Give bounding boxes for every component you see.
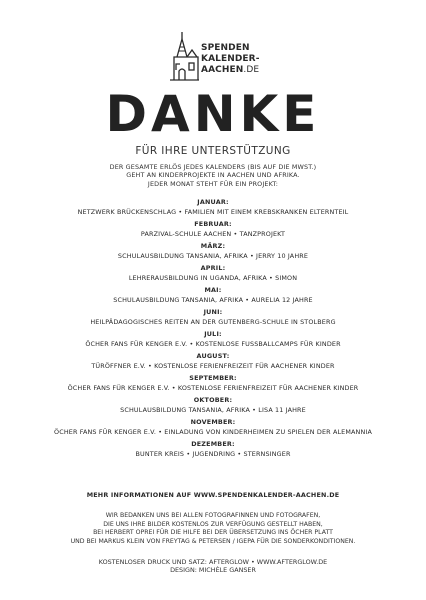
- monthly-projects-list: [0, 198, 426, 462]
- month-label: JUNI:: [203, 308, 223, 316]
- month-project: NETZWERK BRÜCKENSCHLAG • FAMILIEN MIT EINEM KREBSKRANKEN ELTERNTEIL: [77, 208, 349, 216]
- month-project: HEILPÄDAGOGISCHES REITEN AN DER GUTENBERG-SCHULE IN STOLBERG: [90, 318, 336, 326]
- intro-line: GEHT AN KINDERPROJEKTE IN AACHEN UND AFRIKA.: [126, 171, 300, 180]
- month-label: MAI:: [204, 286, 222, 294]
- month-project: TÜRÖFFNER E.V. • KOSTENLOSE FERIENFREIZEIT FÜR AACHENER KINDER: [91, 362, 335, 370]
- more-info-text: MEHR INFORMATIONEN AUF WWW.SPENDENKALENDER-AACHEN.DE: [86, 491, 340, 499]
- intro-line: JEDER MONAT STEHT FÜR EIN PROJEKT:: [147, 179, 279, 188]
- credits: [0, 558, 426, 575]
- month-entry-dezember: [0, 440, 426, 462]
- intro-text: [0, 163, 426, 188]
- page-subtitle: FÜR IHRE UNTERSTÜTZUNG: [135, 145, 291, 157]
- church-icon: [168, 30, 200, 82]
- month-entry-april: [0, 264, 426, 286]
- month-project: ÖCHER FANS FÜR KENGER E.V. • KOSTENLOSE FUSSBALLCAMPS FÜR KINDER: [85, 340, 341, 348]
- month-entry-mai: [0, 286, 426, 308]
- month-project: SCHULAUSBILDUNG TANSANIA, AFRIKA • LISA 11 JAHRE: [120, 406, 306, 414]
- acknowledgement-line: WIR BEDANKEN UNS BEI ALLEN FOTOGRAFINNEN UND FOTOGRAFEN,: [105, 512, 321, 519]
- month-entry-juni: [0, 308, 426, 330]
- month-entry-februar: [0, 220, 426, 242]
- intro-line: DER GESAMTE ERLÖS JEDES KALENDERS (BIS AUF DIE MWST.): [109, 163, 317, 171]
- logo-line-3-tld: .DE: [243, 65, 260, 75]
- acknowledgement-line: DIE UNS IHRE BILDER KOSTENLOS ZUR VERFÜGUNG GESTELLT HABEN,: [103, 520, 323, 528]
- month-project: SCHULAUSBILDUNG TANSANIA, AFRIKA • AURELIA 12 JAHRE: [113, 296, 313, 304]
- month-label: AUGUST:: [196, 352, 230, 360]
- page-title: DANKE: [105, 85, 321, 143]
- month-label: JULI:: [204, 330, 222, 338]
- month-project: ÖCHER FANS FÜR KENGER E.V. • EINLADUNG VON KINDERHEIMEN ZU SPIELEN DER ALEMANNIA: [54, 428, 372, 436]
- logo-line-3: [201, 65, 260, 76]
- logo-wordmark: [201, 43, 260, 76]
- month-label: MÄRZ:: [200, 242, 226, 250]
- month-entry-oktober: [0, 396, 426, 418]
- acknowledgements: [0, 512, 426, 546]
- month-label: NOVEMBER:: [190, 418, 236, 426]
- credits-print: KOSTENLOSER DRUCK UND SATZ: AFTERGLOW • WWW.AFTERGLOW.DE: [98, 558, 328, 566]
- month-entry-september: [0, 374, 426, 396]
- month-project: LEHRERAUSBILDUNG IN UGANDA, AFRIKA • SIMON: [128, 274, 298, 282]
- month-entry-juli: [0, 330, 426, 352]
- month-label: JANUAR:: [197, 198, 229, 206]
- month-label: DEZEMBER:: [191, 440, 235, 448]
- spendenkalender-logo: [168, 30, 268, 82]
- month-project: SCHULAUSBILDUNG TANSANIA, AFRIKA • JERRY 10 JAHRE: [117, 252, 309, 260]
- month-entry-august: [0, 352, 426, 374]
- credits-design: DESIGN: MICHÈLE GANSER: [170, 566, 256, 575]
- month-label: APRIL:: [200, 264, 226, 272]
- month-project: PARZIVAL-SCHULE AACHEN • TANZPROJEKT: [140, 230, 286, 238]
- acknowledgement-line: UND BEI MARKUS KLEIN VON FREYTAG & PETERSEN / IGEPA FÜR DIE SONDERKONDITIONEN.: [70, 537, 356, 545]
- month-label: OKTOBER:: [193, 396, 233, 404]
- month-entry-januar: [0, 198, 426, 220]
- logo-line-3-name: AACHEN: [201, 65, 244, 75]
- month-label: FEBRUAR:: [194, 220, 232, 228]
- month-label: SEPTEMBER:: [189, 374, 237, 382]
- acknowledgement-line: BEI HERBERT OPREI FÜR DIE HILFE BEI DER ÜBERSETZUNG INS ÖCHER PLATT: [93, 529, 333, 537]
- logo-line-1: SPENDEN: [201, 43, 250, 53]
- month-entry-november: [0, 418, 426, 440]
- month-entry-maerz: [0, 242, 426, 264]
- month-project: BUNTER KREIS • JUGENDRING • STERNSINGER: [135, 450, 291, 458]
- logo-line-2: KALENDER-: [201, 54, 260, 64]
- month-project: ÖCHER FANS FÜR KENGER E.V. • KOSTENLOSE FERIENFREIZEIT FÜR AACHENER KINDER: [67, 384, 359, 392]
